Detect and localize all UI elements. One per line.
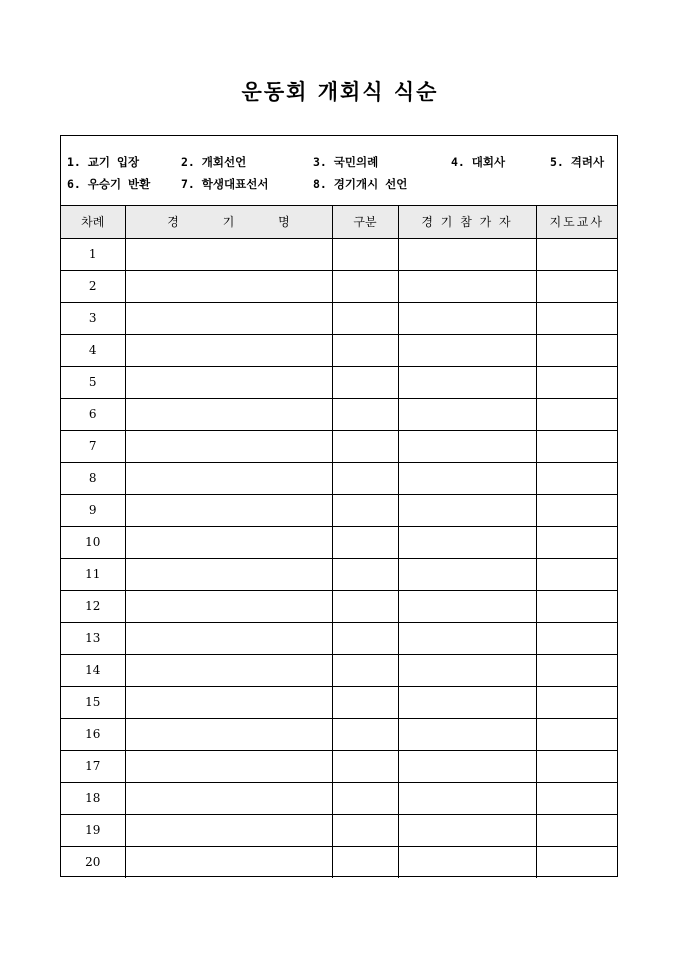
table-row [61,718,617,750]
event-name-cell[interactable] [125,814,332,846]
participants-cell[interactable] [398,430,536,462]
category-cell[interactable] [332,430,398,462]
table-row [61,622,617,654]
order-item-3: 3. 국민의례 [313,155,379,169]
participants-cell[interactable] [398,366,536,398]
teacher-cell[interactable] [536,558,617,590]
participants-cell[interactable] [398,526,536,558]
order-item-1: 1. 교기 입장 [67,155,140,169]
ceremony-order [61,136,617,206]
header-order: 차례 [61,206,125,238]
participants-cell[interactable] [398,558,536,590]
program-sheet [60,135,618,877]
event-name-cell[interactable] [125,270,332,302]
participants-cell[interactable] [398,494,536,526]
row-number: 16 [61,718,125,750]
event-name-cell[interactable] [125,622,332,654]
participants-cell[interactable] [398,302,536,334]
participants-cell[interactable] [398,622,536,654]
event-name-cell[interactable] [125,366,332,398]
teacher-cell[interactable] [536,430,617,462]
participants-cell[interactable] [398,334,536,366]
row-number: 19 [61,814,125,846]
category-cell[interactable] [332,718,398,750]
participants-cell[interactable] [398,782,536,814]
header-category: 구분 [332,206,398,238]
event-name-cell[interactable] [125,462,332,494]
category-cell[interactable] [332,558,398,590]
table-row [61,238,617,270]
participants-cell[interactable] [398,686,536,718]
teacher-cell[interactable] [536,846,617,878]
category-cell[interactable] [332,334,398,366]
table-row [61,846,617,878]
row-number: 6 [61,398,125,430]
page-title: 운동회 개회식 식순 [241,79,439,104]
category-cell[interactable] [332,462,398,494]
participants-cell[interactable] [398,462,536,494]
row-number: 11 [61,558,125,590]
event-name-cell[interactable] [125,494,332,526]
table-row [61,526,617,558]
table-row [61,366,617,398]
category-cell[interactable] [332,366,398,398]
category-cell[interactable] [332,846,398,878]
row-number: 18 [61,782,125,814]
category-cell[interactable] [332,398,398,430]
teacher-cell[interactable] [536,750,617,782]
row-number: 17 [61,750,125,782]
row-number: 9 [61,494,125,526]
participants-cell[interactable] [398,718,536,750]
table-row [61,398,617,430]
teacher-cell[interactable] [536,238,617,270]
participants-cell[interactable] [398,238,536,270]
teacher-cell[interactable] [536,654,617,686]
event-name-cell[interactable] [125,334,332,366]
table-header-row [61,206,617,238]
teacher-cell[interactable] [536,302,617,334]
teacher-cell[interactable] [536,270,617,302]
header-participants: 경 기 참 가 자 [398,206,536,238]
teacher-cell[interactable] [536,622,617,654]
row-number: 15 [61,686,125,718]
table-row [61,782,617,814]
header-event-name: 경 기 명 [125,206,332,238]
event-name-cell[interactable] [125,750,332,782]
row-number: 5 [61,366,125,398]
event-name-cell[interactable] [125,302,332,334]
row-number: 10 [61,526,125,558]
participants-cell[interactable] [398,814,536,846]
row-number: 3 [61,302,125,334]
table-row [61,270,617,302]
category-cell[interactable] [332,622,398,654]
event-name-cell[interactable] [125,558,332,590]
header-teacher: 지도교사 [536,206,617,238]
teacher-cell[interactable] [536,590,617,622]
row-number: 8 [61,462,125,494]
table-row [61,334,617,366]
teacher-cell[interactable] [536,334,617,366]
event-name-cell[interactable] [125,398,332,430]
event-name-cell[interactable] [125,846,332,878]
order-item-7: 7. 학생대표선서 [181,177,269,191]
participants-cell[interactable] [398,590,536,622]
row-number: 14 [61,654,125,686]
event-name-cell[interactable] [125,718,332,750]
event-name-cell[interactable] [125,686,332,718]
table-row [61,494,617,526]
participants-cell[interactable] [398,270,536,302]
teacher-cell[interactable] [536,718,617,750]
table-row [61,302,617,334]
category-cell[interactable] [332,590,398,622]
row-number: 2 [61,270,125,302]
row-number: 7 [61,430,125,462]
row-number: 20 [61,846,125,878]
table-row [61,686,617,718]
row-number: 4 [61,334,125,366]
table-row [61,750,617,782]
event-name-cell[interactable] [125,526,332,558]
table-row [61,590,617,622]
teacher-cell[interactable] [536,398,617,430]
event-name-cell[interactable] [125,782,332,814]
category-cell[interactable] [332,654,398,686]
teacher-cell[interactable] [536,366,617,398]
category-cell[interactable] [332,782,398,814]
category-cell[interactable] [332,750,398,782]
event-name-cell[interactable] [125,590,332,622]
teacher-cell[interactable] [536,686,617,718]
order-item-5: 5. 격려사 [550,155,605,169]
order-item-2: 2. 개회선언 [181,155,247,169]
category-cell[interactable] [332,526,398,558]
event-name-cell[interactable] [125,238,332,270]
teacher-cell[interactable] [536,462,617,494]
category-cell[interactable] [332,270,398,302]
table-row [61,654,617,686]
teacher-cell[interactable] [536,526,617,558]
table-row [61,814,617,846]
table-row [61,430,617,462]
participants-cell[interactable] [398,398,536,430]
order-item-6: 6. 우승기 반환 [67,177,151,191]
category-cell[interactable] [332,238,398,270]
category-cell[interactable] [332,494,398,526]
row-number: 1 [61,238,125,270]
participants-cell[interactable] [398,750,536,782]
teacher-cell[interactable] [536,814,617,846]
event-table [61,206,617,878]
table-row [61,558,617,590]
category-cell[interactable] [332,686,398,718]
event-name-cell[interactable] [125,654,332,686]
row-number: 12 [61,590,125,622]
teacher-cell[interactable] [536,494,617,526]
teacher-cell[interactable] [536,782,617,814]
category-cell[interactable] [332,814,398,846]
participants-cell[interactable] [398,846,536,878]
table-row [61,462,617,494]
category-cell[interactable] [332,302,398,334]
event-name-cell[interactable] [125,430,332,462]
row-number: 13 [61,622,125,654]
participants-cell[interactable] [398,654,536,686]
order-item-8: 8. 경기개시 선언 [313,177,408,191]
order-item-4: 4. 대회사 [451,155,506,169]
